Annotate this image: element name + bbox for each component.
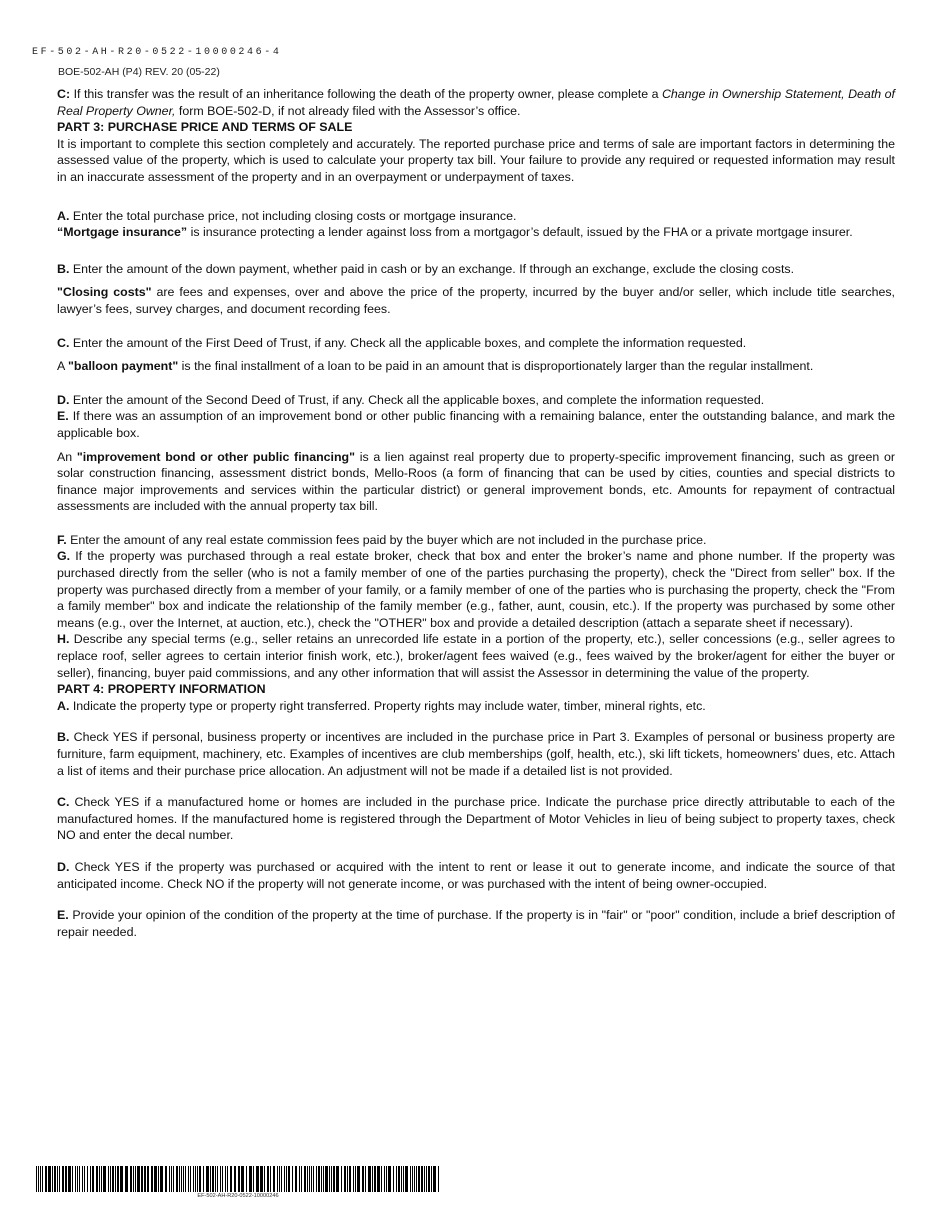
barcode-block bbox=[36, 1166, 440, 1199]
barcode-caption: EF-502-AH-R20-0522-10000246 bbox=[197, 1193, 279, 1199]
part3-item-g: G. If the property was purchased through a real estate broker, check that box and enter the broker’s name and phone number. If the property was purchased directly from the seller (who is not a family member of one of the parties purchasing the property), check the "Direct from seller" box. If the property was purchased directly from a member of your family, or a family member of one of the parties who is purchasing the property, check the "From a family member" box and indicate the relationship of the family member (e.g., father, aunt, cousin, etc.). If the property was purchased by some other means (e.g., over the Internet, at auction, etc.), check the "OTHER" box and provide a detailed description (attach a separate sheet if necessary). bbox=[57, 549, 895, 630]
part3-intro: It is important to complete this section completely and accurately. The reported purchase price and terms of sale are important factors in determining the assessed value of the property, which is used to calculate your property tax bill. Your failure to provide any required or requested information may result in an inaccurate assessment of the property and in an overpayment or underpayment of taxes. bbox=[57, 136, 895, 184]
form-title-italic: Change in Ownership Statement, Death of Real Property Owner, bbox=[57, 87, 895, 118]
barcode-icon bbox=[36, 1166, 440, 1192]
form-revision: BOE-502-AH (P4) REV. 20 (05-22) bbox=[58, 66, 220, 78]
part3-heading: PART 3: PURCHASE PRICE AND TERMS OF SALE bbox=[57, 120, 353, 135]
part3-item-c: C. Enter the amount of the First Deed of Trust, if any. Check all the applicable boxes, and complete the information requested. A "balloon payment" is the final installment of a loan to be paid in an amount that is disproportionately larger than the regular installment. bbox=[57, 335, 895, 375]
instructions-body bbox=[57, 86, 895, 940]
part3-item-e: E. If there was an assumption of an improvement bond or other public financing with a remaining balance, enter the outstanding balance, and mark the applicable box. An "improvement bond or other public financing" is a lien against real property due to property-specific improvement financing, such as green or solar construction financing, assessment district bonds, Mello-Roos (a form of financing that can be used by cities, counties and special districts to finance major improvements and services within the particular district) or general improvement bonds, etc. Amounts for repayment of contractual assessments are included with the annual property tax bill. bbox=[57, 409, 895, 514]
item-label: C: bbox=[57, 87, 71, 101]
part4-item-b: B. Check YES if personal, business property or incentives are included in the purchase price in Part 3. Examples of personal or business property are furniture, farm equipment, machinery, etc. Examples of incentives are club memberships (golf, health, etc.), ski lift tickets, homeowners’ dues, etc. Attach a list of items and their purchase price allocation. An adjustment will not be made if a detailed list is not provided. bbox=[57, 730, 895, 778]
part4-item-d: D. Check YES if the property was purchased or acquired with the intent to rent or lease it out to generate income, and indicate the source of that anticipated income. Check NO if the property will not generate income, or was purchased with the intent of being owner-occupied. bbox=[57, 859, 895, 891]
part3-item-f: F. Enter the amount of any real estate commission fees paid by the buyer which are not included in the purchase price. bbox=[57, 532, 707, 547]
definition-mortgage-insurance: “Mortgage insurance” is insurance protecting a lender against loss from a mortgagor’s default, issued by the FHA or a private mortgage insurer. bbox=[57, 225, 853, 240]
part3-item-b: B. Enter the amount of the down payment, whether paid in cash or by an exchange. If through an exchange, exclude the closing costs. "Closing costs" are fees and expenses, over and above the price of the property, incurred by the buyer and/or seller, which include title searches, lawyer’s fees, survey charges, and document recording fees. bbox=[57, 261, 896, 316]
definition-balloon-payment: A "balloon payment" is the final installment of a loan to be paid in an amount that is disproportionately larger than the regular installment. bbox=[57, 359, 814, 374]
part3-item-a: A. Enter the total purchase price, not including closing costs or mortgage insurance. “Mortgage insurance” is insurance protecting a lender against loss from a mortgagor’s default, issued by the FHA or a private mortgage insurer. bbox=[57, 208, 895, 241]
part4-item-c: C. Check YES if a manufactured home or homes are included in the purchase price. Indicate the purchase price directly attributable to each of the manufactured homes. If the manufactured home is registered through the Department of Motor Vehicles in lieu of being subject to property taxes, check NO and enter the decal number. bbox=[57, 795, 895, 843]
document-id: EF-502-AH-R20-0522-10000246-4 bbox=[32, 47, 282, 58]
part4-item-e: E. Provide your opinion of the condition of the property at the time of purchase. If the property is in "fair" or "poor" condition, include a brief description of repair needed. bbox=[57, 908, 895, 939]
part3-item-d: D. Enter the amount of the Second Deed of Trust, if any. Check all the applicable boxes, and complete the information requested. bbox=[57, 392, 765, 407]
definition-closing-costs: "Closing costs" are fees and expenses, over and above the price of the property, incurred by the buyer and/or seller, which include title searches, lawyer’s fees, survey charges, and document recording fees. bbox=[57, 285, 896, 316]
part3-item-h: H. Describe any special terms (e.g., seller retains an unrecorded life estate in a portion of the property, etc.), seller concessions (e.g., seller agrees to replace roof, seller agrees to certain interior finish work, etc.), broker/agent fees waived (e.g., fees waived by the broker/agent for either the buyer or seller), financing, buyer paid commissions, and any other information that will assist the Assessor in determining the value of the property. bbox=[57, 632, 895, 680]
part4-item-a: A. Indicate the property type or property right transferred. Property rights may include water, timber, mineral rights, etc. bbox=[57, 698, 706, 713]
part2-item-c: C: If this transfer was the result of an inheritance following the death of the property owner, please complete a Change in Ownership Statement, Death of Real Property Owner, form BOE-502-D, if not already filed with the Assessor’s office. bbox=[57, 87, 895, 118]
definition-improvement-bond: An "improvement bond or other public financing" is a lien against real property due to property-specific improvement financing, such as green or solar construction financing, assessment district bonds, Mello-Roos (a form of financing that can be used by cities, counties and special districts to finance major improvements and services within the particular district) or general improvement bonds, etc. Amounts for repayment of contractual assessments are included with the annual property tax bill. bbox=[57, 449, 895, 514]
part4-heading: PART 4: PROPERTY INFORMATION bbox=[57, 682, 266, 697]
